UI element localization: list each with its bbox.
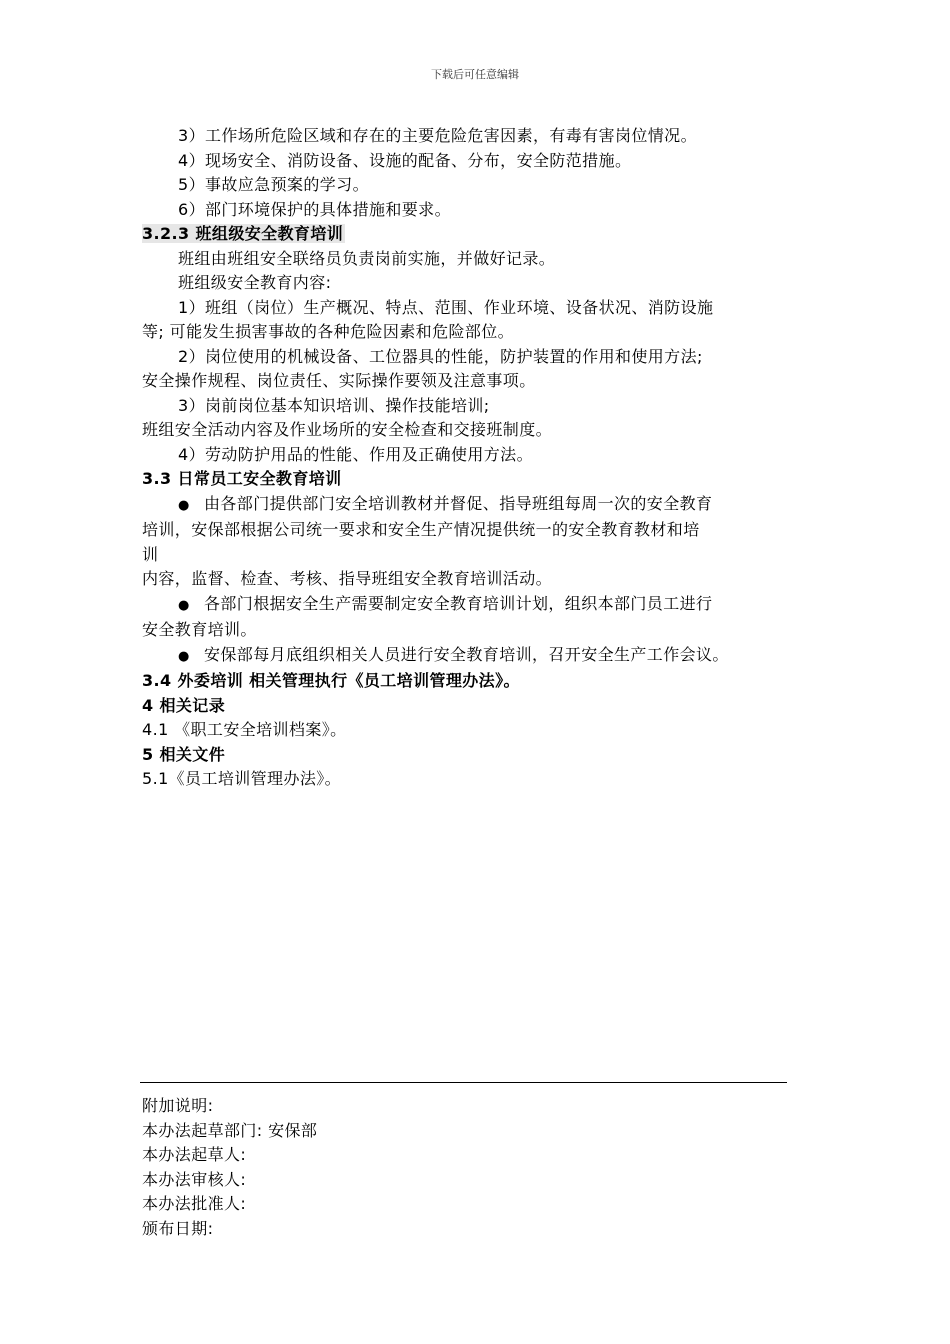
list-item-continued: 等; 可能发生损害事故的各种危险因素和危险部位。 <box>142 322 515 341</box>
section-heading-3-2-3 <box>142 222 822 247</box>
footer-drafting-department: 本办法起草部门: 安保部 <box>142 1120 318 1140</box>
section-heading-text: 3.2.3 班组级安全教育培训 <box>142 224 344 243</box>
bullet-item <box>142 592 822 619</box>
bullet-text: 由各部门提供部门安全培训教材并督促、指导班组每周一次的安全教育 <box>204 493 713 513</box>
bullet-item-continued: 内容，监督、检查、考核、指导班组安全教育培训活动。 <box>142 569 553 588</box>
list-item-continued: 班组安全活动内容及作业场所的安全检查和交接班制度。 <box>142 420 553 439</box>
footer-reviewer: 本办法审核人: <box>142 1169 247 1189</box>
list-item: 3）岗前岗位基本知识培训、操作技能培训; <box>178 395 490 415</box>
bullet-item <box>142 643 822 670</box>
page-header-note: 下载后可任意编辑 <box>431 68 519 81</box>
bullet-icon: ● <box>178 648 190 664</box>
list-item: 5）事故应急预案的学习。 <box>178 175 369 194</box>
list-item: 2）岗位使用的机械设备、工位器具的性能，防护装置的作用和使用方法; <box>178 346 703 366</box>
section-heading-3-3: 3.3 日常员工安全教育培训 <box>142 469 342 488</box>
paragraph: 班组级安全教育内容: <box>178 273 332 292</box>
paragraph: 班组由班组安全联络员负责岗前实施，并做好记录。 <box>178 248 556 268</box>
section-heading-4: 4 相关记录 <box>142 695 226 715</box>
record-item: 4.1 《职工安全培训档案》。 <box>142 720 347 739</box>
section-heading-3-4: 3.4 外委培训 相关管理执行《员工培训管理办法》。 <box>142 671 520 690</box>
list-item: 6）部门环境保护的具体措施和要求。 <box>178 199 451 219</box>
bullet-text: 各部门根据安全生产需要制定安全教育培训计划，组织本部门员工进行 <box>204 593 713 613</box>
list-item: 4）现场安全、消防设备、设施的配备、分布，安全防范措施。 <box>178 150 632 170</box>
footer-divider <box>140 1082 787 1083</box>
footer-drafter: 本办法起草人: <box>142 1145 247 1164</box>
bullet-item-continued: 安全教育培训。 <box>142 620 257 639</box>
list-item-continued: 安全操作规程、岗位责任、实际操作要领及注意事项。 <box>142 371 536 390</box>
footer-approver: 本办法批准人: <box>142 1194 247 1213</box>
footer-issue-date: 颁布日期: <box>142 1218 214 1238</box>
section-heading-5: 5 相关文件 <box>142 744 226 764</box>
bullet-item-continued: 训 <box>142 544 159 564</box>
bullet-item-continued: 培训，安保部根据公司统一要求和安全生产情况提供统一的安全教育教材和培 <box>142 520 700 539</box>
document-body <box>142 124 822 792</box>
bullet-text: 安保部每月底组织相关人员进行安全教育培训，召开安全生产工作会议。 <box>204 644 729 664</box>
footer-note-title: 附加说明: <box>142 1096 214 1115</box>
bullet-item <box>142 492 822 519</box>
footer-notes <box>142 1094 542 1241</box>
bullet-icon: ● <box>178 597 190 613</box>
list-item: 1）班组（岗位）生产概况、特点、范围、作业环境、设备状况、消防设施 <box>178 297 714 317</box>
list-item: 4）劳动防护用品的性能、作用及正确使用方法。 <box>178 444 533 464</box>
list-item: 3）工作场所危险区域和存在的主要危险危害因素，有毒有害岗位情况。 <box>178 126 697 145</box>
bullet-icon: ● <box>178 497 190 513</box>
document-item: 5.1《员工培训管理办法》。 <box>142 769 342 788</box>
